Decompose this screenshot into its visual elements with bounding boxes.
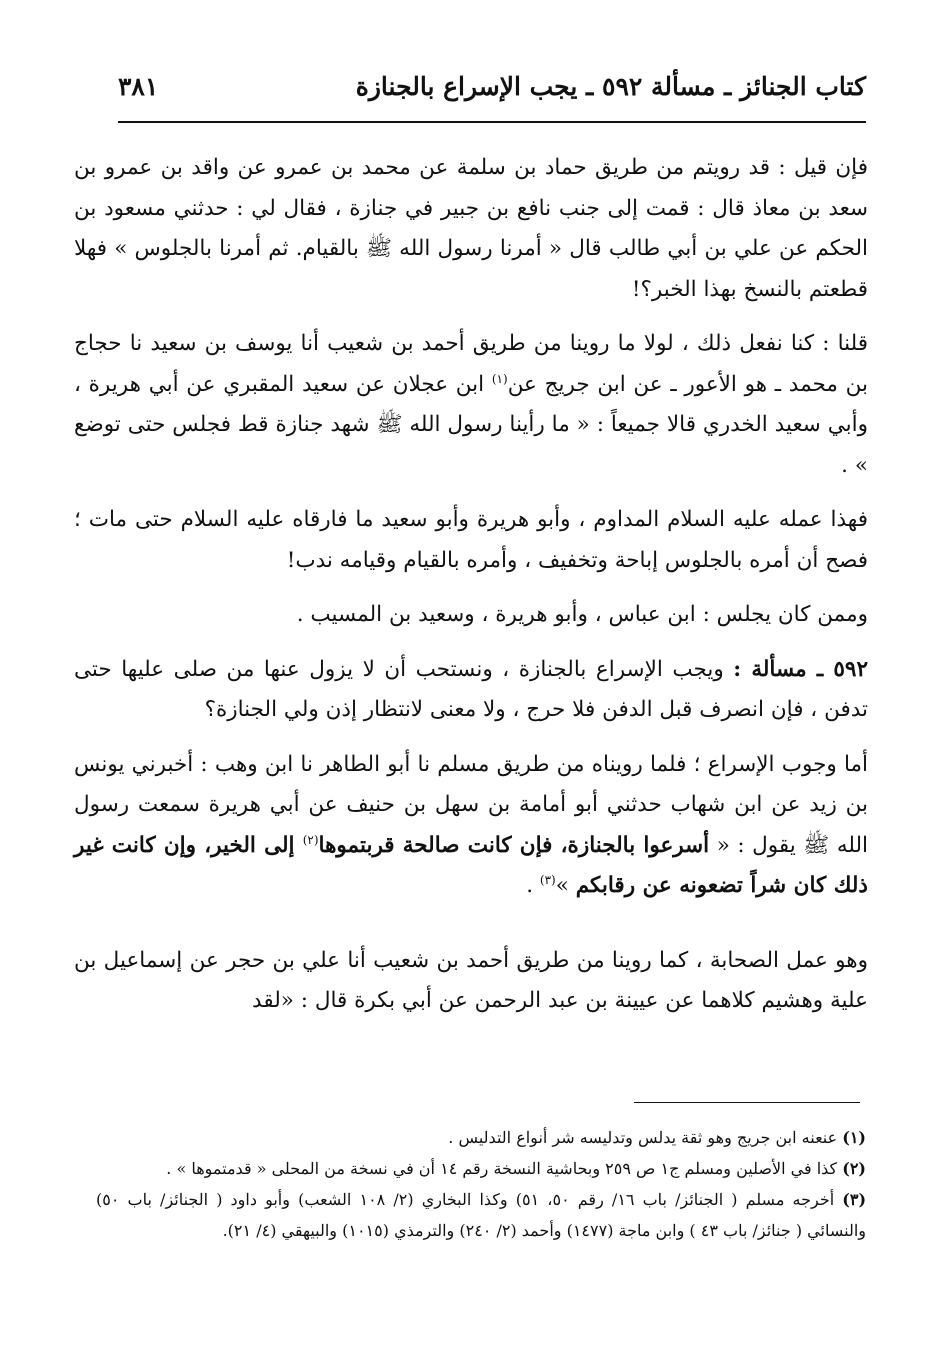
footnote-number: (١): [842, 1128, 866, 1147]
footnote-number: (٢): [842, 1159, 866, 1178]
paragraph-text: وممن كان يجلس : ابن عباس ، وأبو هريرة ، وسعيد بن المسيب .: [296, 602, 868, 627]
footnote-marker-2: (٢): [302, 832, 319, 847]
paragraph-practice: [74, 500, 868, 581]
paragraph-text: ويجب الإسراع بالجنازة ، ونستحب أن لا يزول عنها من صلى عليها حتى تدفن ، فإن انصرف قبل الدفن فلا حرج ، ولا معنى لانتظار إذن ولي الجنازة؟: [74, 656, 868, 722]
paragraph-text: أما وجوب الإسراع ؛ فلما رويناه من طريق مسلم نا أبو الطاهر نا ابن وهب : أخبرني يونس بن زيد عن ابن شهاب حدثني أبو أمامة بن سهل بن حنيف عن أبي هريرة سمعت رسول الله ﷺ يقول : «: [74, 751, 868, 858]
main-text: [74, 148, 868, 1036]
paragraph-reply: [74, 324, 868, 486]
footnote-marker-1: (١): [491, 371, 508, 386]
footnote-text: أخرجه مسلم ( الجنائز/ باب ١٦/ رقم ٥٠، ٥١) وكذا البخاري (٢/ ١٠٨ الشعب) وأبو داود ( الجنائز/ باب ٥٠) والنسائي ( جنائز/ باب ٤٣ ) وابن ماجة (١٤٧٧) وأحمد (٢/ ٢٤٠) والترمذي (١٠١٥) والبيهقي (٤/ ٢١).: [96, 1190, 866, 1240]
footnote-3: [96, 1184, 866, 1246]
footnote-2: [96, 1153, 866, 1184]
paragraph-text: فإن قيل : قد رويتم من طريق حماد بن سلمة عن محمد بن عمرو عن واقد بن عمرو بن سعد بن معاذ قال : قمت إلى جنب نافع بن جبير في جنازة ، فقال لي : حدثني مسعود بن الحكم عن علي بن أبي طالب قال « أمرنا رسول الله ﷺ بالقيام. ثم أمرنا بالجلوس » فهلا قطعتم بالنسخ بهذا الخبر؟!: [74, 155, 869, 302]
paragraph-text: »: [555, 873, 576, 898]
paragraph-text: .: [526, 873, 540, 898]
issue-heading: ٥٩٢ ـ مسألة :: [733, 656, 869, 682]
hadith-text: إلى الخير، وإن كانت غير ذلك كان شراً تضعونه عن رقابكم: [74, 832, 868, 898]
paragraph-text: قلنا : كنا نفعل ذلك ، لولا ما روينا من طريق أحمد بن شعيب أنا يوسف بن سعيد نا حجاج بن محمد ـ هو الأعور ـ عن ابن جريج عن: [74, 331, 868, 397]
header-rule: [118, 121, 866, 123]
paragraph-issue-592: [74, 650, 868, 731]
footnotes: [96, 1122, 866, 1246]
paragraph-companions: [74, 941, 868, 1022]
paragraph-text: وهو عمل الصحابة ، كما روينا من طريق أحمد بن شعيب أنا علي بن حجر عن إسماعيل بن علية وهشيم كلاهما عن عيينة بن عبد الرحمن عن أبي بكرة قال : «لقد: [74, 947, 868, 1013]
running-title: كتاب الجنائز ـ مسألة ٥٩٢ ـ يجب الإسراع بالجنازة: [355, 71, 866, 101]
footnote-number: (٣): [842, 1190, 867, 1209]
page-number: ٣٨١: [118, 71, 159, 101]
paragraph-text: فهذا عمله عليه السلام المداوم ، وأبو هريرة وأبو سعيد ما فارقاه عليه السلام حتى مات ؛ فصح أن أمره بالجلوس إباحة وتخفيف ، وأمره بالقيام وقيامه ندب!: [74, 507, 868, 573]
footnote-rule: [634, 1102, 860, 1103]
paragraph-text: ابن عجلان عن سعيد المقبري عن أبي هريرة ، وأبي سعيد الخدري قالا جميعاً : « ما رأينا رسول الله ﷺ شهد جنازة قط فجلس حتى توضع » .: [74, 371, 868, 478]
footnote-text: عنعنه ابن جريج وهو ثقة يدلس وتدليسه شر أنواع التدليس .: [448, 1128, 843, 1147]
footnote-1: [96, 1122, 866, 1153]
paragraph-hastening: [74, 745, 868, 907]
footnote-text: كذا في الأصلين ومسلم ج١ ص ٢٥٩ وبحاشية النسخة رقم ١٤ أن في نسخة من المحلى « قدمتموها » .: [166, 1159, 843, 1178]
paragraph-sitters: [74, 595, 868, 636]
paragraph-objection: [74, 148, 868, 310]
footnote-marker-3: (٣): [539, 872, 556, 887]
hadith-text: أسرعوا بالجنازة، فإن كانت صالحة قربتموها: [318, 832, 710, 858]
running-header: [118, 64, 866, 108]
